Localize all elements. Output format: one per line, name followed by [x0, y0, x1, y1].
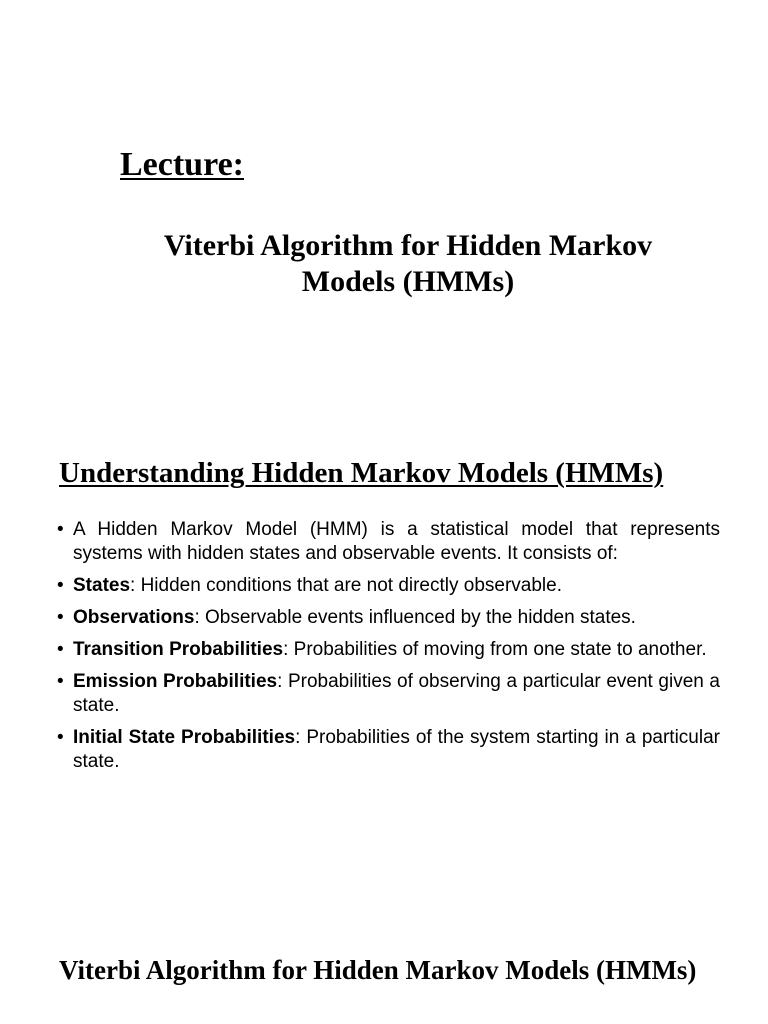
- bullet-item-observations: [57, 606, 720, 630]
- bullet-item-intro: [57, 518, 720, 566]
- bullet-text: : Probabilities of moving from one state to another.: [283, 639, 707, 660]
- section-heading: Understanding Hidden Markov Models (HMMs): [59, 457, 664, 489]
- bullet-dot: •: [57, 575, 64, 596]
- lecture-label: Lecture:: [120, 146, 244, 183]
- bullet-term: Initial State Probabilities: [73, 727, 296, 748]
- bullet-term: States: [73, 575, 131, 596]
- bullet-text: : Probabilities of observing a particular event given a state.: [73, 671, 720, 716]
- bullet-text: : Observable events influenced by the hidden states.: [194, 607, 636, 628]
- bullet-intro-text: A Hidden Markov Model (HMM) is a statistical model that represents systems with hidden states and observable events. It consists of:: [73, 519, 720, 564]
- bullet-item-transition: [57, 638, 720, 662]
- bullet-term: Observations: [73, 607, 195, 628]
- bullet-term: Emission Probabilities: [73, 671, 278, 692]
- bullet-dot: •: [57, 671, 64, 692]
- footer-heading: Viterbi Algorithm for Hidden Markov Models (HMMs): [59, 955, 697, 985]
- bullet-item-emission: [57, 670, 720, 718]
- bullet-dot: •: [57, 727, 64, 748]
- bullet-text: : Probabilities of the system starting in a particular state.: [73, 727, 720, 772]
- bullet-item-initial-state: [57, 726, 720, 774]
- bullet-item-states: [57, 574, 720, 598]
- lecture-title-line-2: Models (HMMs): [301, 265, 515, 298]
- bullet-dot: •: [57, 639, 64, 660]
- lecture-title: [120, 228, 696, 300]
- bullet-text: : Hidden conditions that are not directly observable.: [130, 575, 563, 596]
- bullet-list: [57, 518, 720, 782]
- bullet-term: Transition Probabilities: [73, 639, 284, 660]
- bullet-dot: •: [57, 607, 64, 628]
- lecture-title-line-1: Viterbi Algorithm for Hidden Markov: [163, 229, 653, 262]
- bullet-dot: •: [57, 519, 64, 540]
